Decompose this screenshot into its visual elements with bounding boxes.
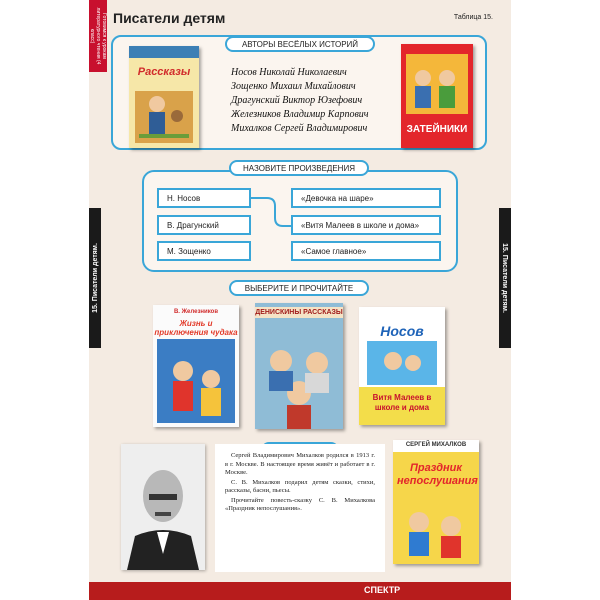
bio-paragraph: Сергей Владимирович Михалков родился в 1913 г. в г. Москве. В настоящее время живёт и работает в г. Москве. <box>225 452 375 476</box>
book-vitya-title: Витя Малеев в школе и дома <box>372 393 432 412</box>
poster <box>89 0 511 600</box>
author-item: Михалков Сергей Владимирович <box>231 123 368 134</box>
work-author-box: В. Драгунский <box>157 215 251 235</box>
book-zhizn <box>153 305 239 427</box>
works-heading: НАЗОВИТЕ ПРОИЗВЕДЕНИЯ <box>229 160 369 176</box>
page-title: Писатели детям <box>113 10 226 26</box>
book-prazdnik-title: Праздник непослушания <box>397 462 478 487</box>
portrait-illustration <box>121 444 205 570</box>
book-zhizn-author: В. Железников <box>173 309 219 315</box>
book-deniskiny-illustration <box>255 303 343 429</box>
bio-paragraph: С. В. Михалков подарил детям сказки, стихи, рассказы, басни, пьесы. <box>225 478 375 494</box>
author-item: Носов Николай Николаевич <box>231 67 347 78</box>
choose-heading: ВЫБЕРИТЕ И ПРОЧИТАЙТЕ <box>229 280 369 296</box>
side-tab-left-label: 15. Писатели детям. <box>91 243 99 313</box>
book-nosov-author: Носов <box>380 323 424 339</box>
author-item: Драгунский Виктор Юзефович <box>231 95 363 106</box>
book-prazdnik-author: СЕРГЕЙ МИХАЛКОВ <box>405 442 467 448</box>
book-deniskiny <box>255 303 343 429</box>
work-title-box: «Витя Малеев в школе и дома» <box>291 215 441 235</box>
work-title-box: «Самое главное» <box>291 241 441 261</box>
connector-lines <box>89 0 511 300</box>
series-label: Готовимся к урокам литературного чтения (4 класс) <box>89 7 107 65</box>
author-item: Железников Владимир Карпович <box>231 109 369 120</box>
book-nosov <box>359 307 445 425</box>
bio-text <box>215 444 385 572</box>
book-rasskazy-title: Рассказы <box>137 66 191 78</box>
footer-strip <box>89 582 511 600</box>
book-prazdnik-illustration <box>393 440 479 564</box>
author-portrait <box>121 444 205 570</box>
author-item: Зощенко Михаил Михайлович <box>231 81 356 92</box>
brand-logo: СПЕКТР <box>364 585 401 595</box>
book-prazdnik <box>393 440 479 564</box>
book-zateyniki-title: ЗАТЕЙНИКИ <box>406 124 468 135</box>
work-title-box: «Девочка на шаре» <box>291 188 441 208</box>
side-tab-right-label: 15. Писатели детям. <box>501 243 509 313</box>
book-zhizn-title: Жизнь и приключения чудака <box>154 319 238 337</box>
book-deniskiny-title: ДЕНИСКИНЫ РАССКАЗЫ <box>255 309 343 316</box>
work-author-box: М. Зощенко <box>157 241 251 261</box>
work-author-box: Н. Носов <box>157 188 251 208</box>
bio-paragraph: Прочитайте повесть-сказку С. В. Михалкова «Праздник непослушания». <box>225 496 375 512</box>
table-number: Таблица 15. <box>453 14 493 21</box>
authors-heading: АВТОРЫ ВЕСЁЛЫХ ИСТОРИЙ <box>225 36 375 52</box>
